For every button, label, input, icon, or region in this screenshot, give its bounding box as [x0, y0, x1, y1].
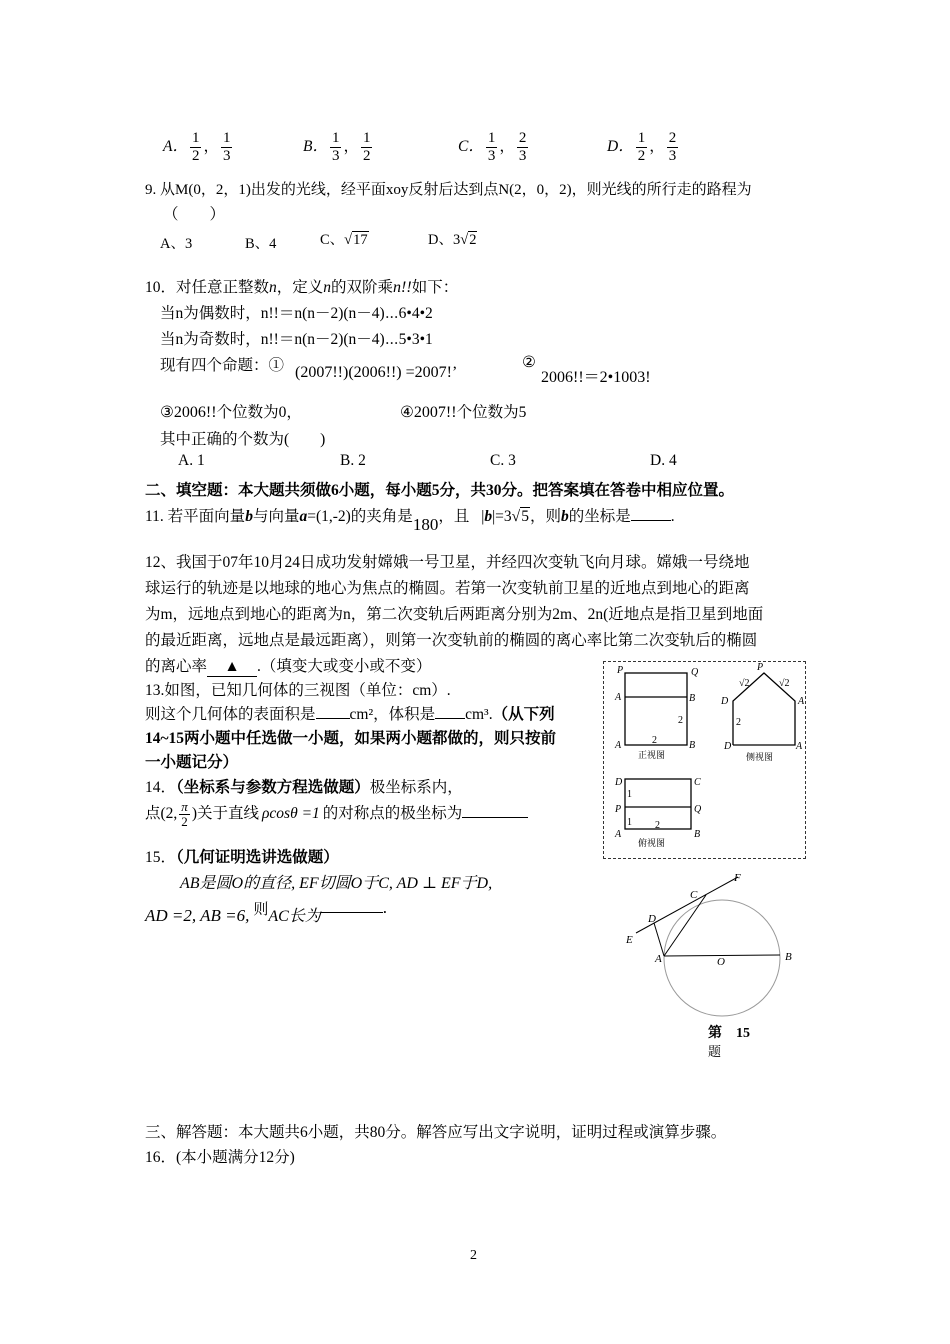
svg-text:C: C — [694, 777, 701, 788]
svg-text:A: A — [615, 740, 622, 751]
svg-text:A: A — [615, 692, 622, 703]
triangle-mark-icon: ▲ — [224, 658, 240, 675]
svg-text:A: A — [796, 741, 803, 752]
svg-text:B: B — [689, 740, 696, 751]
svg-text:P: P — [617, 665, 624, 676]
svg-text:√2: √2 — [779, 678, 790, 689]
q15-blank — [321, 912, 383, 913]
q10-odd: 当n为奇数时，n!!＝n(n－2)(n－4)⋯5•3•1 — [160, 331, 433, 348]
q10-prop4: ④2007!!个位数为5 — [400, 404, 527, 421]
svg-text:正视图: 正视图 — [638, 750, 666, 760]
svg-text:B: B — [689, 693, 696, 704]
q10-prop3: ③2006!!个位数为0， — [160, 404, 302, 421]
svg-text:1: 1 — [627, 817, 632, 828]
q9-option-d: D、3√2 — [428, 232, 477, 248]
q10-props-intro: 现有四个命题：① — [160, 357, 285, 374]
q16-heading: 16．(本小题满分12分) — [145, 1149, 295, 1166]
svg-text:D: D — [721, 696, 729, 707]
q10-prop2-mark: ② — [522, 354, 536, 371]
fig15-caption1: 第 15 — [708, 1026, 750, 1041]
q13-line1: 13.如图，已知几何体的三视图（单位：cm）. — [145, 682, 451, 699]
svg-text:侧视图: 侧视图 — [746, 752, 774, 762]
section2-heading: 二、填空题：本大题共须做6小题，每小题5分，共30分。把答案填在答卷中相应位置。 — [145, 482, 735, 499]
q13-line3: 14~15两小题中任选做一小题，如果两小题都做的，则只按前 — [145, 730, 557, 747]
fig15-caption2: 题 — [708, 1044, 722, 1059]
q11: 11. 若平面向量b与向量a=(1,-2)的夹角是180，且 |b|=3√5，则b的坐标是 . — [145, 508, 675, 534]
svg-text:2: 2 — [736, 717, 741, 728]
q8-option-b: B． $\frac{1}{3}$ ， $\frac{1}{2}$ — [303, 130, 371, 164]
q14-line1: 14．（坐标系与参数方程选做题）极坐标系内， — [145, 779, 463, 796]
svg-text:D: D — [648, 913, 656, 925]
svg-text:P: P — [757, 662, 764, 673]
svg-text:Q: Q — [694, 804, 702, 815]
q10-option-a: A. 1 — [178, 452, 205, 469]
svg-text:D: D — [615, 777, 623, 788]
q14-blank — [462, 817, 528, 818]
q12-line1: 12、我国于07年10月24日成功发射嫦娥一号卫星，并经四次变轨飞向月球。嫦娥一号绕地 — [145, 554, 750, 571]
q10-option-c: C. 3 — [490, 452, 516, 469]
q14-line2: 点(2, $\frac{\pi}{2}$ )关于直线 ρcosθ =1 的对称点的极坐标为 — [145, 800, 528, 829]
svg-text:A: A — [798, 696, 805, 707]
page-number: 2 — [470, 1248, 477, 1263]
svg-text:2: 2 — [652, 735, 657, 746]
q8-option-c: C． $\frac{1}{3}$ ， $\frac{2}{3}$ — [458, 130, 527, 164]
q12-line2: 球运行的轨迹是以地球的地心为焦点的椭圆。若第一次变轨前卫星的近地点到地心的距离 — [145, 580, 750, 597]
svg-text:B: B — [694, 829, 701, 840]
q8-option-a-label: A． — [163, 138, 188, 156]
svg-text:A: A — [655, 953, 662, 965]
q12-line5: 的离心率 ▲ .（填变大或变小或不变） — [145, 658, 432, 675]
q8-option-d: D． $\frac{1}{2}$ ， $\frac{2}{3}$ — [607, 130, 677, 164]
svg-text:2: 2 — [655, 820, 660, 831]
q15-line1: 15．（几何证明选讲选做题） — [145, 849, 339, 866]
q12-line3: 为m，远地点到地心的距离为n，第二次变轨后两距离分别为2m、2n(近地点是指卫星到地面 — [145, 606, 764, 623]
q15-line2: AB是圆O的直径, EF切圆O于C, AD ⊥ EF于D, — [180, 875, 493, 892]
q10-option-d: D. 4 — [650, 452, 677, 469]
q10-ask: 其中正确的个数为( ) — [160, 431, 326, 448]
svg-text:俯视图: 俯视图 — [638, 838, 666, 848]
svg-text:D: D — [724, 741, 732, 752]
q9-option-b: B、4 — [245, 236, 277, 252]
svg-text:C: C — [690, 889, 698, 901]
svg-text:E: E — [626, 934, 633, 946]
q13-line2: 则这个几何体的表面积是 cm²，体积是 cm³.（从下列 — [145, 706, 555, 723]
segment-ac — [664, 895, 706, 956]
q10-option-b: B. 2 — [340, 452, 366, 469]
svg-text:B: B — [785, 951, 792, 963]
section3-heading: 三、解答题：本大题共6小题，共80分。解答应写出文字说明，证明过程或演算步骤。 — [145, 1124, 727, 1141]
q10-prop1: (2007!!)(2006!!) =2007!’ — [295, 364, 458, 381]
three-views-svg — [603, 661, 807, 859]
q9-text: 9. 从M(0，2，1)出发的光线，经平面xoy反射后达到点N(2，0，2)，则光线的所行走的路程为 — [145, 182, 752, 198]
svg-text:2: 2 — [678, 715, 683, 726]
svg-text:O: O — [717, 956, 725, 968]
q15-line3: AD =2, AB =6, 则AC长为 . — [145, 898, 388, 925]
q10-even: 当n为偶数时，n!!＝n(n－2)(n－4)⋯6•4•2 — [160, 305, 433, 322]
q9-option-a: A、3 — [160, 236, 193, 252]
svg-text:Q: Q — [691, 667, 699, 678]
svg-text:√2: √2 — [739, 678, 750, 689]
q9-option-c: C、√17 — [320, 232, 368, 248]
q8-option-a: A． $\frac{1}{2}$ ， $\frac{1}{3}$ — [163, 130, 231, 164]
q10-line1: 10．对任意正整数n，定义n的双阶乘n!!如下： — [145, 279, 459, 296]
q12-line4: 的最近距离，远地点是最远距离），则第一次变轨前的椭圆的离心率比第二次变轨后的椭圆 — [145, 632, 758, 649]
q13-line4: 一小题记分） — [145, 754, 239, 771]
svg-text:P: P — [615, 804, 622, 815]
q10-prop2: 2006!!＝2•1003! — [541, 369, 651, 386]
svg-text:F: F — [734, 872, 741, 884]
svg-text:1: 1 — [627, 789, 632, 800]
q11-blank — [631, 520, 671, 521]
q9-paren: （ ） — [163, 206, 226, 223]
svg-text:A: A — [615, 829, 622, 840]
segment-ad — [654, 923, 664, 956]
